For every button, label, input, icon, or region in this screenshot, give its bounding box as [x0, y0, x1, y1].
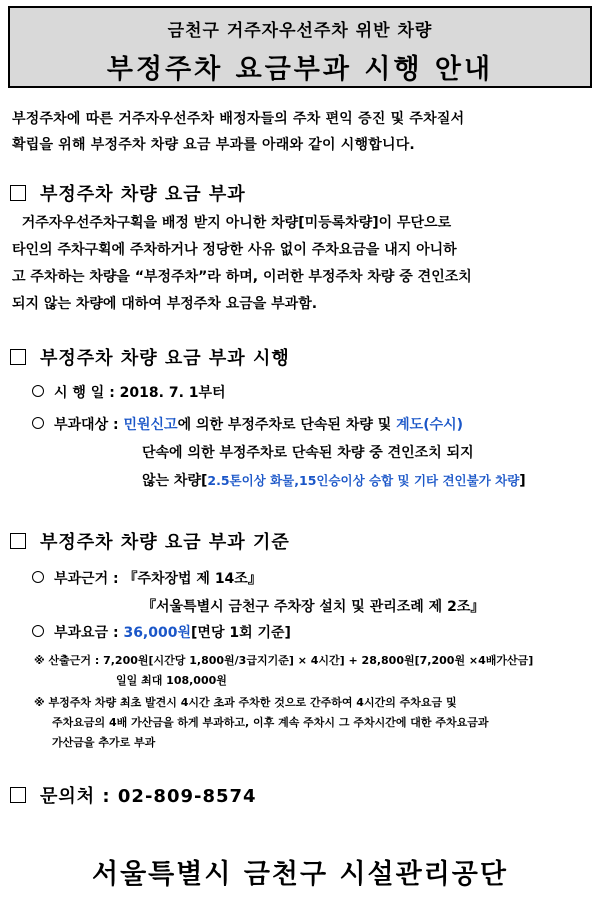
target-line-3-start: 않는 차량[: [142, 473, 208, 489]
checkbox-square-icon: [10, 349, 26, 365]
intro-paragraph: [12, 106, 592, 158]
circle-bullet-icon: [32, 625, 44, 637]
effective-date-value: 2018. 7. 1부터: [119, 385, 226, 401]
contact-row: [10, 782, 257, 808]
section-1-line: 고 주차하는 차량을 “부정주차”라 하며, 이러한 부정주차 차량 중 견인조치: [12, 269, 472, 285]
checkbox-square-icon: [10, 787, 26, 803]
intro-line: 부정주차에 따른 거주자우선주차 배정자들의 주차 편익 증진 및 주차질서: [12, 111, 465, 127]
section-2-title: [10, 344, 290, 370]
target-line-2: 단속에 의한 부정주차로 단속된 차량 중 견인조치 되지: [142, 445, 474, 461]
target-text: 에 의한 부정주차로 단속된 차량 및: [177, 417, 397, 433]
effective-date-label: 시 행 일 :: [54, 385, 120, 401]
checkbox-square-icon: [10, 185, 26, 201]
contact-phone: 02-809-8574: [117, 786, 257, 807]
checkbox-square-icon: [10, 533, 26, 549]
section-2-title-text: 부정주차 차량 요금 부과 시행: [40, 348, 290, 369]
note-line: 주차요금의 4배 가산금을 하게 부과하고, 이후 계속 주차시 그 주차시간에 대한 주차요금과: [52, 716, 489, 729]
target-highlight-guidance: 계도(수시): [396, 417, 464, 433]
contact-label: 문의처 :: [40, 786, 118, 807]
target-row: [32, 414, 463, 434]
effective-date-row: [32, 382, 226, 402]
section-1-title-text: 부정주차 차량 요금 부과: [40, 184, 246, 205]
excluded-vehicles-highlight: 2.5톤이상 화물,15인승이상 승합 및 기타 견인불가 차량: [207, 473, 520, 488]
basis-ordinance: 『서울특별시 금천구 주차장 설치 및 관리조례 제 2조』: [142, 599, 485, 615]
target-highlight-complaint: 민원신고: [123, 417, 178, 433]
fee-row: [32, 622, 291, 642]
section-1-line: 되지 않는 차량에 대하여 부정주차 요금을 부과함.: [12, 296, 318, 312]
calculation-basis: ※ 산출근거 : 7,200원[시간당 1,800원/3급지기준] × 4시간] + 28,800원[7,200원 ×4배가산금]: [34, 654, 534, 667]
note-line: ※ 부정주차 차량 최초 발견시 4시간 초과 주차한 것으로 간주하여 4시간의 주차요금 및: [34, 696, 457, 709]
circle-bullet-icon: [32, 571, 44, 583]
note-line: 가산금을 추가로 부과: [52, 736, 156, 749]
target-line-3-end: ]: [519, 473, 526, 489]
daily-max: 일일 최대 108,000원: [116, 674, 227, 687]
basis-row: [32, 568, 262, 588]
circle-bullet-icon: [32, 385, 44, 397]
section-3-title: [10, 528, 290, 554]
circle-bullet-icon: [32, 417, 44, 429]
section-3-title-text: 부정주차 차량 요금 부과 기준: [40, 532, 290, 553]
target-line-3: [142, 470, 526, 490]
header-title: 부정주차 요금부과 시행 안내: [106, 54, 494, 85]
notice-header: [8, 6, 592, 88]
basis-label: 부과근거 :: [54, 571, 124, 587]
section-1-line: 타인의 주차구획에 주차하거나 정당한 사유 없이 주차요금을 내지 아니하: [12, 242, 457, 258]
section-1-body: [12, 210, 592, 318]
section-1-title: [10, 180, 246, 206]
basis-law: 『주차장법 제 14조』: [123, 571, 262, 587]
fee-note: [면당 1회 기준]: [191, 625, 291, 641]
intro-line: 확립을 위해 부정주차 차량 요금 부과를 아래와 같이 시행합니다.: [12, 137, 415, 153]
fee-label: 부과요금 :: [54, 625, 124, 641]
fee-value: 36,000원: [123, 625, 192, 641]
target-label: 부과대상 :: [54, 417, 124, 433]
section-1-line: 거주자우선주차구획을 배정 받지 아니한 차량[미등록차량]이 무단으로: [12, 215, 452, 231]
header-subtitle: 금천구 거주자우선주차 위반 차량: [167, 21, 433, 41]
organization-name: 서울특별시 금천구 시설관리공단: [92, 859, 508, 890]
